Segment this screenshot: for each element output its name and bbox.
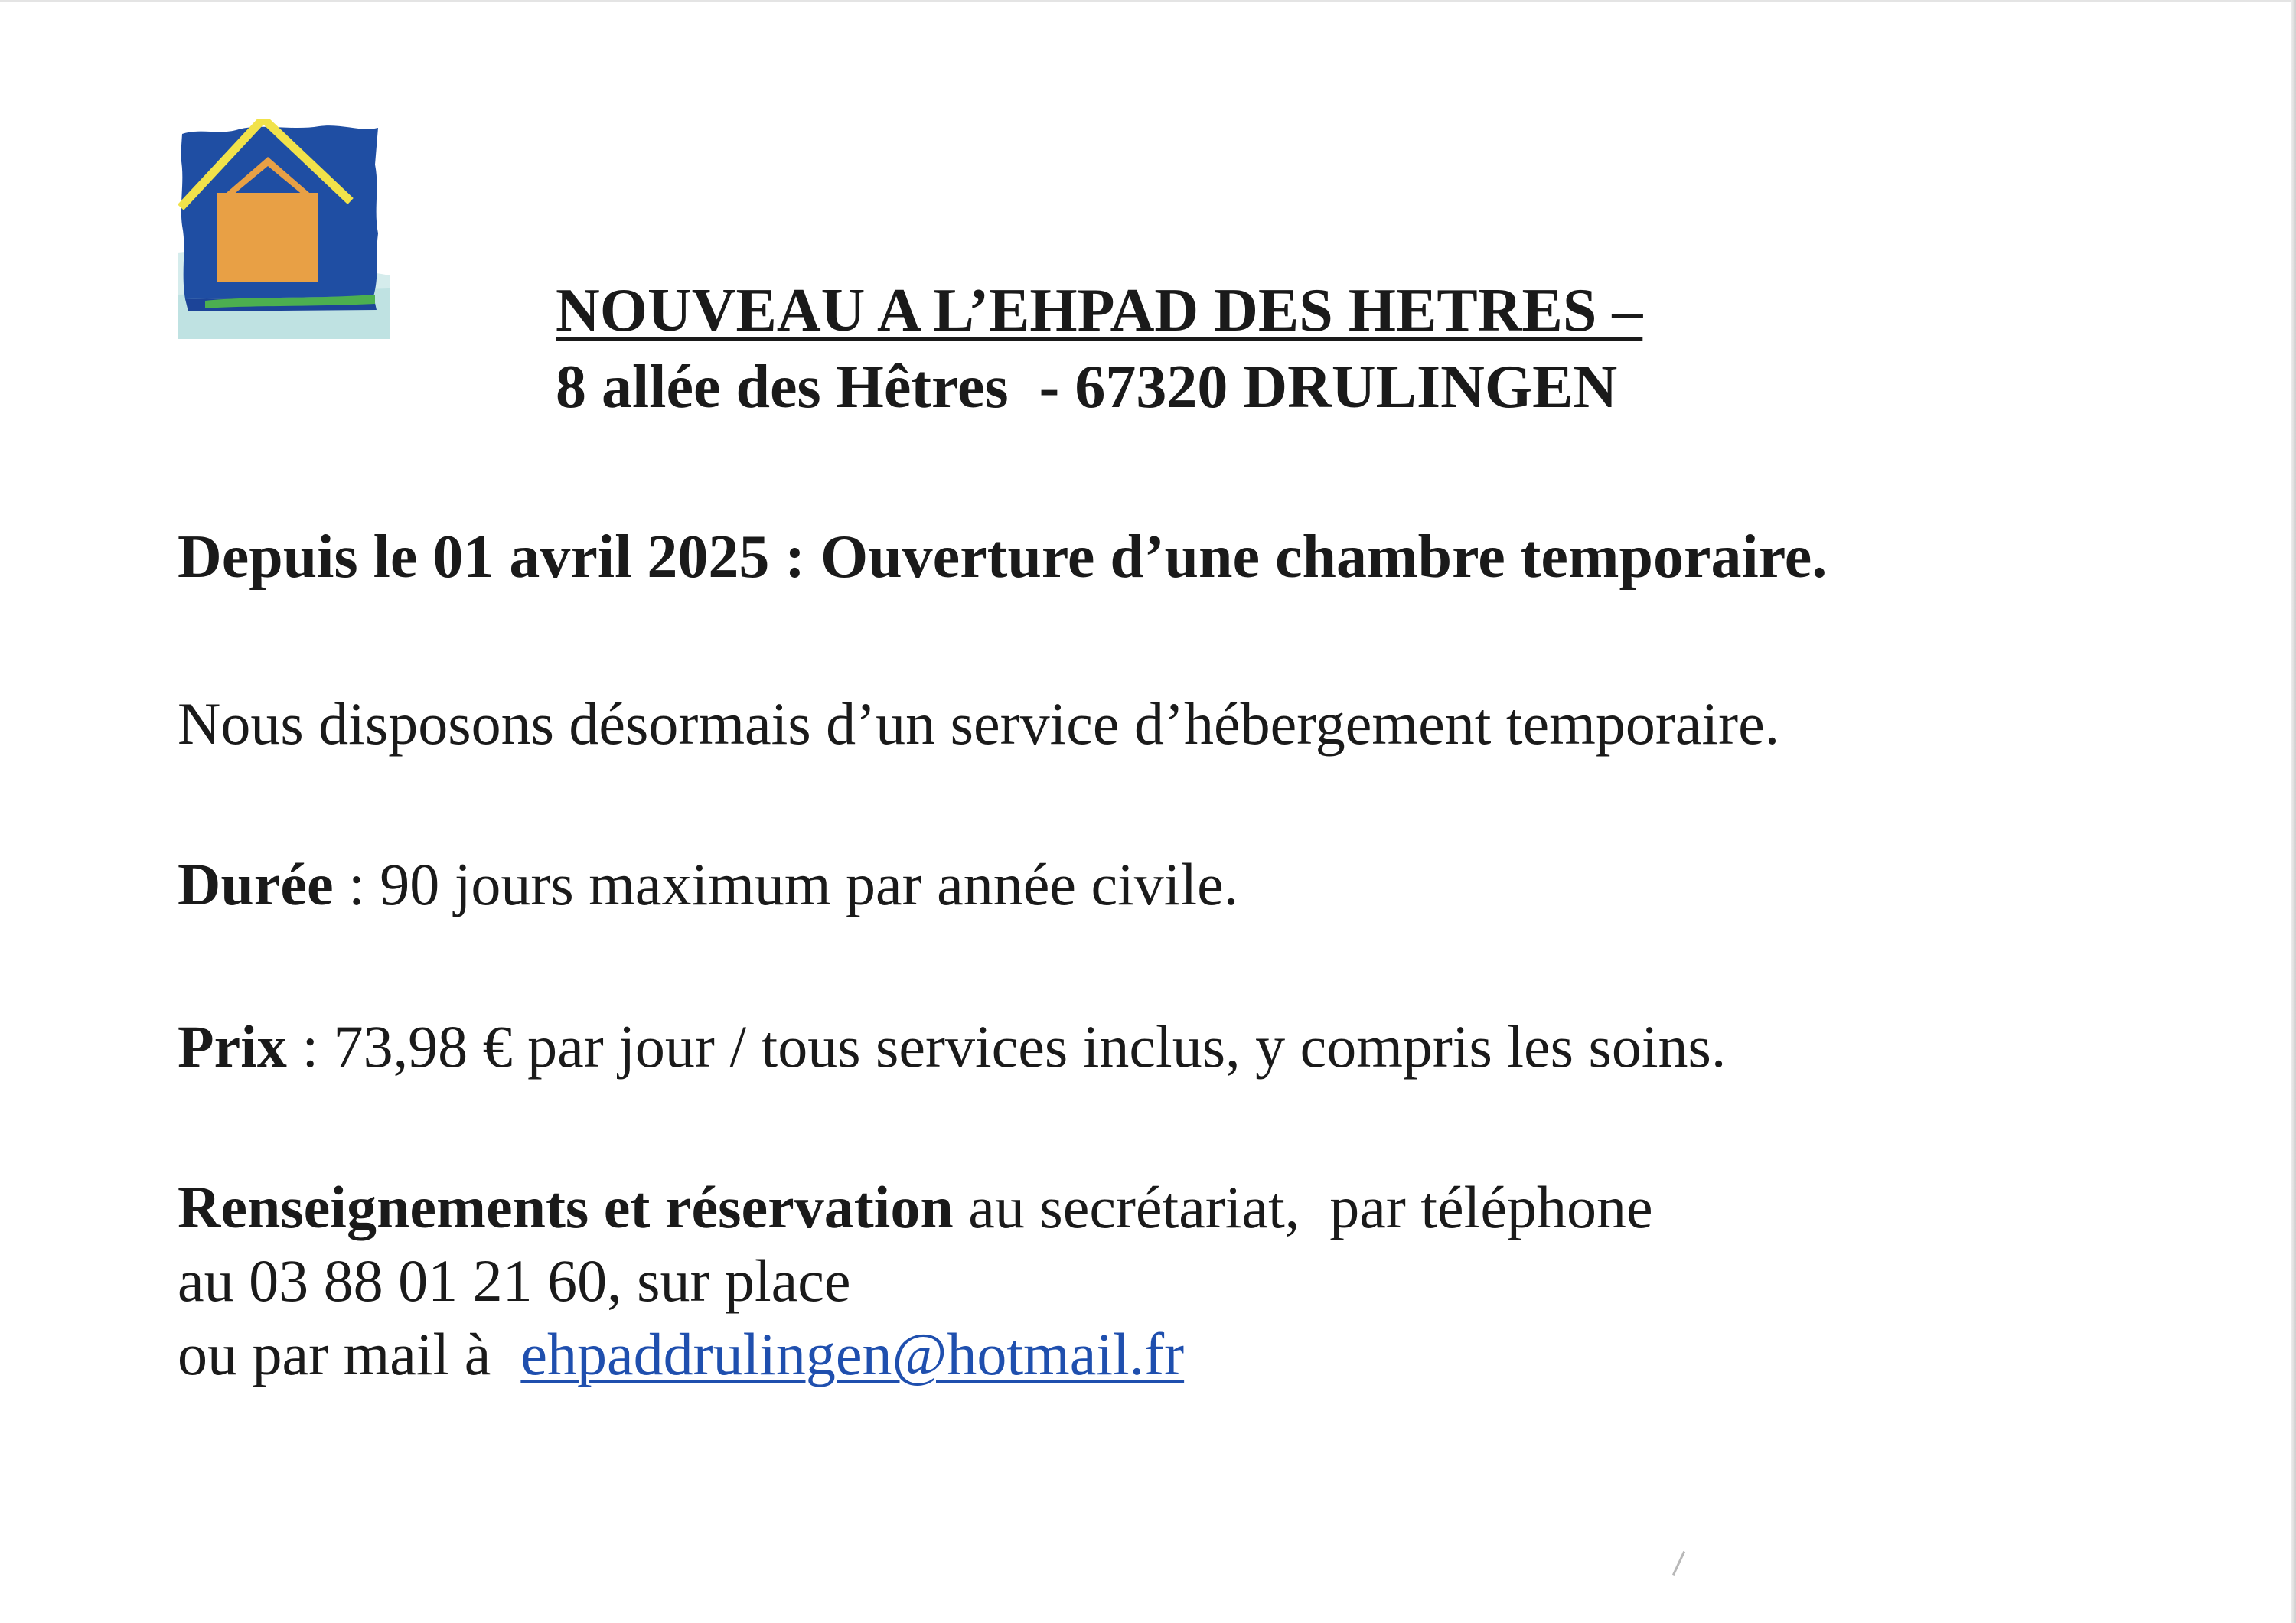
email-prefix: ou par mail à [178, 1321, 521, 1387]
price-line [178, 1010, 1726, 1084]
notice-address: 8 allée des Hêtres - 67320 DRULINGEN [556, 354, 1618, 421]
contact-line-1 [178, 1171, 1653, 1244]
contact-email-line [178, 1318, 1653, 1391]
email-link[interactable]: ehpaddrulingen@hotmail.fr [520, 1321, 1185, 1387]
contact-block [178, 1171, 1653, 1391]
duration-line [178, 848, 1238, 921]
notice-title: NOUVEAU A L’EHPAD DES HETRES – [556, 277, 1643, 344]
duration-label: Durée [178, 851, 334, 917]
notice-header [556, 274, 1949, 424]
contact-label: Renseignements et réservation [178, 1174, 954, 1240]
price-text: : 73,98 € par jour / tous services inclus, y compris les soins. [286, 1013, 1727, 1080]
price-label: Prix [178, 1013, 287, 1080]
scan-mark [1672, 1551, 1685, 1576]
duration-text: : 90 jours maximum par année civile. [333, 851, 1239, 917]
scan-edge-top [0, 0, 2296, 2]
scan-edge-right [2291, 0, 2296, 1623]
service-description: Nous disposons désormais d’un service d’hébergement temporaire. [178, 690, 1780, 757]
contact-line-1-rest: au secrétariat, par téléphone [953, 1174, 1653, 1240]
house-logo-icon [178, 119, 390, 339]
contact-phone-line: au 03 88 01 21 60, sur place [178, 1247, 851, 1314]
opening-announcement: Depuis le 01 avril 2025 : Ouverture d’une chambre temporaire. [178, 523, 1828, 591]
